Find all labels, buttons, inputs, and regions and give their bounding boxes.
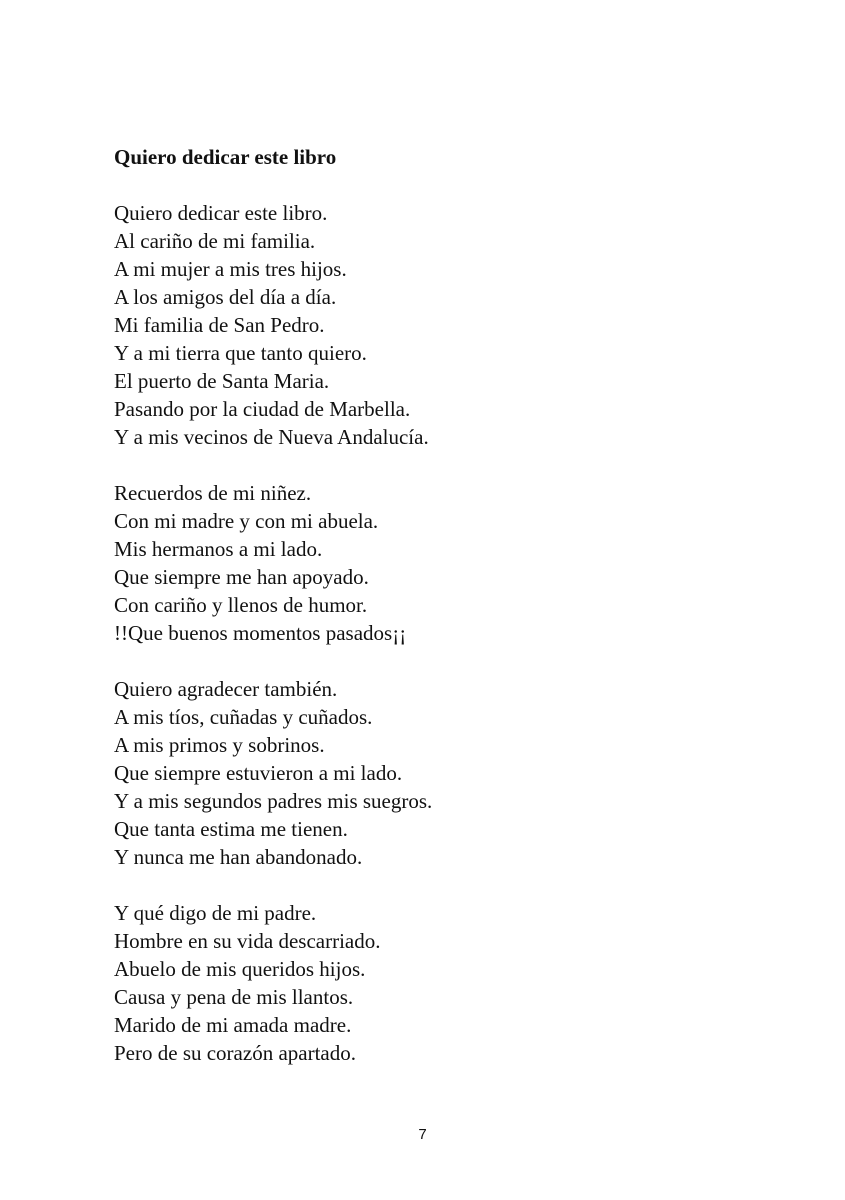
stanza-2 [114, 479, 794, 647]
poem-body [114, 199, 794, 1095]
page-number: 7 [418, 1126, 427, 1143]
poem-line: !!Que buenos momentos pasados¡¡ [114, 621, 407, 645]
poem-line: Recuerdos de mi niñez. [114, 481, 312, 505]
poem-line: Hombre en su vida descarriado. [114, 929, 381, 953]
poem-line: A los amigos del día a día. [114, 285, 337, 309]
poem-line: Y a mi tierra que tanto quiero. [114, 341, 367, 365]
poem-line: Que siempre estuvieron a mi lado. [114, 761, 403, 785]
stanza-4 [114, 899, 794, 1067]
poem-line: Al cariño de mi familia. [114, 229, 316, 253]
poem-line: Y a mis segundos padres mis suegros. [114, 789, 433, 813]
poem-line: A mis tíos, cuñadas y cuñados. [114, 705, 373, 729]
poem-line: Que siempre me han apoyado. [114, 565, 369, 589]
poem-line: Abuelo de mis queridos hijos. [114, 957, 366, 981]
poem-title: Quiero dedicar este libro [114, 145, 337, 169]
poem-line: Con mi madre y con mi abuela. [114, 509, 379, 533]
poem-line: Mi familia de San Pedro. [114, 313, 325, 337]
poem-line: Y qué digo de mi padre. [114, 901, 317, 925]
poem-line: Marido de mi amada madre. [114, 1013, 352, 1037]
poem-line: Quiero agradecer también. [114, 677, 338, 701]
poem-line: Pero de su corazón apartado. [114, 1041, 356, 1065]
poem-line: A mis primos y sobrinos. [114, 733, 325, 757]
stanza-3 [114, 675, 794, 871]
poem-line: Mis hermanos a mi lado. [114, 537, 323, 561]
poem-line: Y a mis vecinos de Nueva Andalucía. [114, 425, 429, 449]
poem-line: Que tanta estima me tienen. [114, 817, 348, 841]
poem-line: Y nunca me han abandonado. [114, 845, 363, 869]
poem-line: Causa y pena de mis llantos. [114, 985, 354, 1009]
poem-line: Quiero dedicar este libro. [114, 201, 328, 225]
poem-line: Pasando por la ciudad de Marbella. [114, 397, 411, 421]
poem-line: Con cariño y llenos de humor. [114, 593, 368, 617]
stanza-1 [114, 199, 794, 451]
poem-line: El puerto de Santa Maria. [114, 369, 330, 393]
poem-line: A mi mujer a mis tres hijos. [114, 257, 347, 281]
